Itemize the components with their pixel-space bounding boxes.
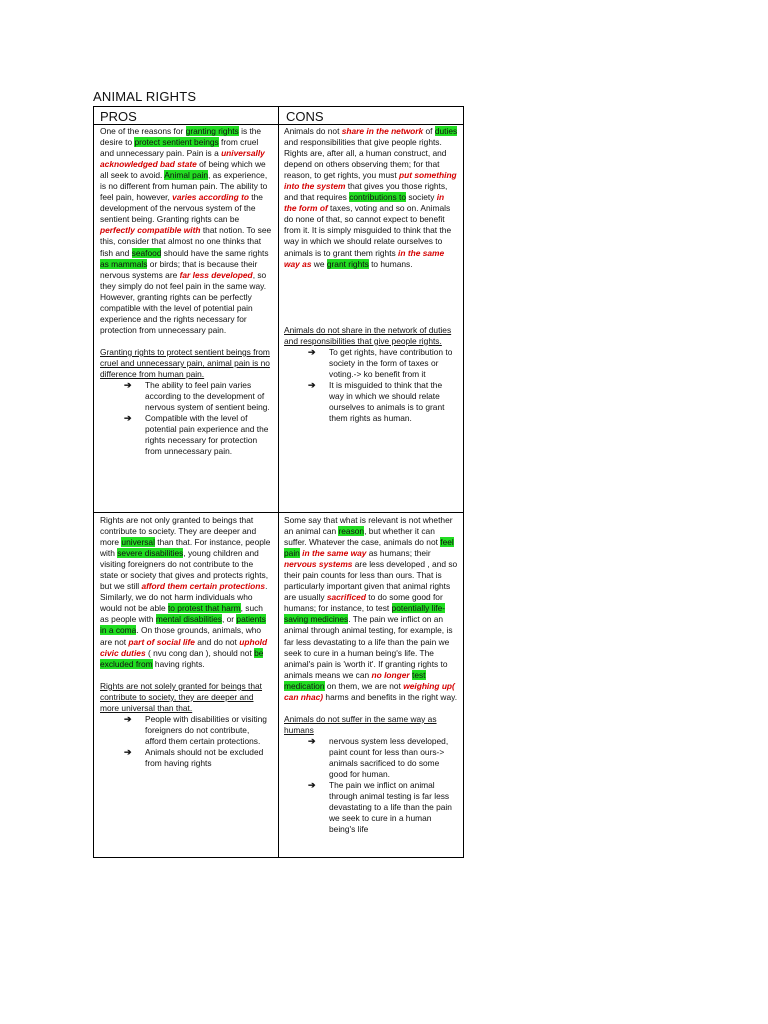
highlighted-text: severe disabilities: [117, 548, 184, 559]
text-run: is the desire to: [100, 126, 262, 148]
text-run: . Similarly, we do not harm individuals who would not be able: [100, 581, 268, 614]
cons-cell-1: [284, 126, 458, 424]
text-run: Animals do not: [284, 126, 342, 136]
emphasized-text: perfectly compatible with: [100, 225, 201, 236]
text-run: Some say that what is relevant is not whether an animal can: [284, 515, 453, 537]
cons-paragraph-1: [284, 126, 458, 270]
emphasized-text: varies according to: [172, 192, 249, 203]
text-run: taxes, voting and so on. Animals do none of that, so cannot expect to benefit from it. It is simply misguided to think that the way in which we should relate ourselves to animals is to grant them rights: [284, 203, 452, 258]
emphasized-text: nervous systems: [284, 559, 353, 570]
highlighted-text: to protest that harm: [167, 603, 241, 614]
cons-point-text: To get rights, have contribution to society in the form of taxes or voting.-> ko benefit from it: [329, 346, 453, 379]
cons-header: CONS: [286, 109, 324, 124]
emphasized-text: part of social life: [128, 636, 195, 647]
emphasized-text: afford them certain protections: [141, 581, 266, 592]
emphasized-text: in the same way: [302, 548, 367, 559]
emphasized-text: no longer: [371, 669, 410, 680]
text-run: of being which we all seek to avoid.: [100, 159, 266, 181]
pros-point: [100, 380, 272, 413]
arrow-icon: ➔: [124, 746, 132, 757]
text-run: and responsibilities that give people rights. Rights are, after all, a human construct, and depend on others observing them; for that reason, to get rights, you must: [284, 137, 447, 181]
text-run: that gives you those rights, and that requires: [284, 181, 448, 203]
text-run: or birds; that is because their nervous systems are: [100, 258, 258, 280]
highlighted-text: as mammals: [100, 258, 148, 269]
pros-point-text: The ability to feel pain varies according to the development of nervous system of sentient being.: [145, 380, 270, 413]
pros-cell-2: [100, 515, 272, 769]
emphasized-text: in the form of: [284, 192, 445, 214]
text-run: . On those grounds, animals, who are not: [100, 625, 262, 647]
pros-paragraph-1: [100, 126, 272, 336]
highlighted-text: patients in a coma: [100, 614, 266, 636]
highlighted-text: duties: [434, 126, 458, 136]
cons-point: [284, 780, 458, 835]
pros-header: PROS: [100, 109, 137, 124]
emphasized-text: put something into the system: [284, 170, 457, 192]
text-run: we: [311, 258, 327, 269]
highlighted-text: potentially life-saving medicines: [284, 603, 446, 625]
text-run: , young children and visiting foreigners do not contribute to the state or society that gives and protects rights, but we still: [100, 548, 269, 592]
text-run: from cruel and unnecessary pain. Pain is a: [100, 137, 259, 159]
emphasized-text: sacrificed: [326, 592, 366, 603]
pros-point: [100, 413, 272, 457]
text-run: harms and benefits in the right way.: [323, 691, 458, 702]
text-run: . The pain we inflict on an animal through animal testing, for example, is far less devastating to a life than the pain we seek to cure in a human being's life. The animal's pain is 'worth it'. If granting rights to animals means we can: [284, 614, 453, 680]
pros-point: [100, 747, 272, 769]
highlighted-text: be excluded from: [100, 647, 264, 669]
pros-cons-table: [93, 106, 464, 858]
text-run: to humans.: [368, 258, 413, 269]
arrow-icon: ➔: [124, 380, 132, 391]
text-run: should have the same rights: [161, 247, 269, 258]
emphasized-text: universally acknowledged bad state: [100, 148, 265, 170]
cons-point: [284, 347, 458, 380]
emphasized-text: share in the network: [341, 126, 424, 136]
cons-summary-2: Animals do not suffer in the same way as humans: [284, 713, 437, 735]
pros-point-text: People with disabilities or visiting foreigners do not contribute, afford them certain protections.: [145, 713, 267, 746]
text-run: , or: [221, 614, 237, 625]
emphasized-text: far less developed: [179, 269, 253, 280]
text-run: than that. For instance, people with: [100, 537, 271, 559]
arrow-icon: ➔: [308, 780, 316, 791]
document-title: ANIMAL RIGHTS: [93, 89, 197, 104]
highlighted-text: Animal pain: [164, 170, 209, 181]
highlighted-text: test medication: [284, 669, 426, 691]
text-run: ( nvu cong dan ), should not: [145, 647, 255, 658]
row-divider: [94, 512, 463, 513]
cons-point: [284, 380, 458, 424]
pros-cell-1: [100, 126, 272, 457]
text-run: and do not: [194, 636, 240, 647]
arrow-icon: ➔: [124, 713, 132, 724]
text-run: on them, we are not: [324, 680, 404, 691]
emphasized-text: in the same way as: [284, 247, 445, 269]
text-run: , but whether it can suffer. Whatever the case, animals do not: [284, 526, 441, 548]
highlighted-text: contributions to: [349, 192, 406, 203]
pros-point: [100, 714, 272, 747]
highlighted-text: grant rights: [326, 258, 369, 269]
text-run: that notion. To see this, consider that almost no one thinks that fish and: [100, 225, 272, 258]
cons-point-text: nervous system less developed, paint count for less than ours-> animals sacrificed to do some good for human.: [329, 735, 449, 780]
highlighted-text: mental disabilities: [155, 614, 222, 625]
text-run: , such as people with: [100, 603, 263, 625]
header-divider: [94, 124, 463, 125]
pros-summary-1: Granting rights to protect sentient beings from cruel and unnecessary pain, animal pain is no difference from human pain.: [100, 346, 270, 379]
highlighted-text: reason: [338, 526, 365, 537]
text-run: as humans; their: [366, 548, 431, 559]
pros-summary-2: Rights are not solely granted for beings that contribute to society, they are deeper and more universal than that.: [100, 680, 263, 713]
arrow-icon: ➔: [124, 413, 132, 424]
arrow-icon: ➔: [308, 735, 316, 746]
text-run: Rights are not only granted to beings that contribute to society. They are deeper and more: [100, 515, 257, 548]
text-run: society: [406, 192, 437, 203]
cons-cell-2: [284, 515, 458, 835]
emphasized-text: uphold civic duties: [100, 636, 268, 658]
cons-summary-1: Animals do not share in the network of duties and responsibilities that give people rights.: [284, 324, 452, 346]
highlighted-text: seafood: [131, 247, 162, 258]
column-divider: [278, 107, 279, 857]
cons-point: [284, 736, 458, 780]
highlighted-text: protect sentient beings: [134, 137, 219, 148]
highlighted-text: feel pain: [284, 537, 454, 559]
text-run: , as experience, is no different from human pain. The ability to feel pain, however,: [100, 170, 268, 203]
arrow-icon: ➔: [308, 379, 316, 390]
cons-point-text: The pain we inflict on animal through animal testing is far less devastating to a life than the pain we seek to cure in a human being's life: [329, 780, 452, 835]
text-run: One of the reasons for: [100, 126, 186, 136]
cons-paragraph-2: [284, 515, 458, 703]
pros-point-text: Animals should not be excluded from having rights: [145, 746, 264, 768]
highlighted-text: granting rights: [185, 126, 239, 136]
emphasized-text: weighing up( can nhac): [284, 680, 455, 702]
cons-point-text: It is misguided to think that the way in which we should relate ourselves to animals is to grant them rights as human.: [329, 379, 445, 423]
text-run: of: [423, 126, 435, 136]
text-run: are less developed , and so their pain counts for less than ours. That is particularly important given that animal rights are usually: [284, 559, 458, 603]
text-run: having rights.: [152, 658, 205, 669]
highlighted-text: universal: [121, 537, 155, 548]
pros-point-text: Compatible with the level of potential pain experience and the rights necessary for protection from unnecessary pain.: [145, 413, 269, 457]
arrow-icon: ➔: [308, 346, 316, 357]
pros-paragraph-2: [100, 515, 272, 670]
text-run: to do some good for humans; for instance, to test: [284, 592, 443, 614]
text-run: , so they simply do not feel pain in the same way. However, granting rights can be perfectly compatible with the level of potential pain experience and the rights necessary for protection from unnecessary pain.: [100, 269, 267, 335]
text-run: the development of the nervous system of the sentient being. Granting rights can be: [100, 192, 263, 225]
